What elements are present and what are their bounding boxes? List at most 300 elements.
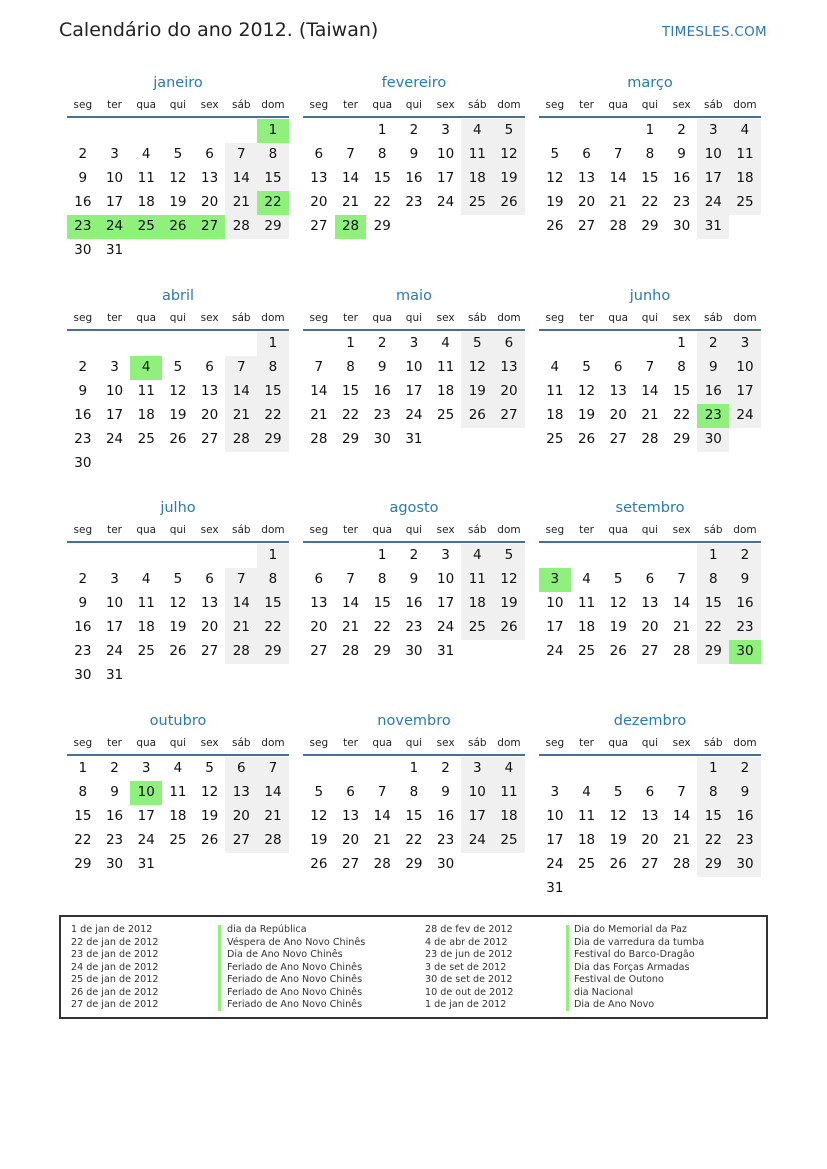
weekday-label: ter	[579, 524, 594, 536]
weekday-label: ter	[107, 312, 122, 324]
day-cell: 17	[546, 832, 564, 848]
day-cell: 11	[461, 143, 493, 167]
legend-names-col-2	[574, 924, 704, 1012]
weekday-label: sáb	[703, 312, 723, 324]
empty-cell	[539, 757, 571, 781]
weekday-label: sex	[200, 524, 219, 536]
day-cell: 29	[257, 215, 289, 239]
day-cell: 17	[437, 595, 455, 611]
empty-cell	[225, 544, 257, 568]
legend-entry: Feriado de Ano Novo Chinês	[227, 999, 363, 1010]
day-cell: 29	[257, 640, 289, 664]
day-cell: 29	[74, 856, 92, 872]
day-cell: 17	[105, 619, 124, 635]
day-cell: 2	[377, 335, 387, 351]
day-cell: 26	[310, 856, 328, 872]
legend-entry: Feriado de Ano Novo Chinês	[227, 961, 363, 973]
day-cell: 3	[697, 119, 729, 143]
weekday-label: sex	[436, 312, 455, 324]
day-cell: 9	[409, 146, 419, 162]
day-cell: 4	[461, 119, 493, 143]
weekday-label: seg	[73, 99, 93, 111]
day-cell: 24	[437, 194, 455, 210]
day-cell: 2	[729, 544, 761, 568]
day-cell: 29	[697, 640, 729, 664]
weekday-label: qui	[641, 312, 659, 324]
weekday-label: seg	[309, 99, 329, 111]
month-outubro	[67, 708, 289, 877]
legend-entry: Festival do Barco-Dragão	[574, 949, 695, 960]
day-cell: 12	[493, 143, 525, 167]
day-cell: 3	[110, 146, 119, 162]
day-cell: 14	[341, 595, 360, 611]
day-cell: 11	[493, 781, 525, 805]
weekday-label: sáb	[467, 524, 487, 536]
empty-cell	[225, 119, 257, 143]
legend-names-col-1	[227, 924, 365, 1012]
day-cell: 6	[346, 784, 355, 800]
day-cell: 31	[105, 667, 124, 683]
day-cell: 28	[225, 215, 257, 239]
day-cell: 3	[441, 122, 450, 138]
weekday-label: seg	[309, 312, 329, 324]
day-cell: 25	[577, 856, 596, 872]
day-cell: 17	[461, 805, 493, 829]
day-grid	[539, 757, 761, 901]
empty-cell	[225, 332, 257, 356]
day-cell: 11	[729, 143, 761, 167]
day-cell: 20	[641, 619, 659, 635]
holiday-day-cell: 23	[697, 404, 729, 428]
empty-cell	[162, 544, 194, 568]
weekday-header	[303, 96, 525, 118]
day-cell: 18	[461, 592, 493, 616]
day-cell: 7	[225, 356, 257, 380]
weekday-label: seg	[309, 524, 329, 536]
day-cell: 23	[673, 194, 691, 210]
day-cell: 17	[137, 808, 155, 824]
weekday-label: sáb	[231, 99, 251, 111]
day-cell: 5	[314, 784, 324, 800]
day-cell: 4	[550, 359, 560, 375]
day-cell: 10	[461, 781, 493, 805]
day-cell: 20	[201, 194, 219, 210]
day-cell: 27	[609, 431, 627, 447]
empty-cell	[99, 544, 131, 568]
day-cell: 14	[609, 170, 627, 186]
empty-cell	[539, 332, 571, 356]
day-cell: 12	[169, 595, 187, 611]
empty-cell	[303, 757, 335, 781]
day-cell: 30	[729, 853, 761, 877]
day-cell: 18	[493, 805, 525, 829]
weekday-label: ter	[579, 312, 594, 324]
weekday-label: seg	[73, 312, 93, 324]
weekday-label: seg	[309, 737, 329, 749]
weekday-header	[67, 521, 289, 543]
day-cell: 19	[493, 592, 525, 616]
day-cell: 25	[461, 616, 493, 640]
day-cell: 9	[729, 568, 761, 592]
weekday-label: dom	[261, 312, 285, 324]
day-cell: 24	[137, 832, 155, 848]
weekday-header	[303, 521, 525, 543]
empty-cell	[130, 544, 162, 568]
day-cell: 15	[697, 805, 729, 829]
day-cell: 10	[437, 146, 455, 162]
day-cell: 18	[577, 619, 596, 635]
day-cell: 8	[697, 568, 729, 592]
day-cell: 5	[613, 571, 623, 587]
day-cell: 5	[205, 760, 214, 776]
empty-cell	[602, 332, 634, 356]
weekday-label: sáb	[231, 524, 251, 536]
day-cell: 16	[74, 407, 92, 423]
month-fevereiro	[303, 70, 525, 239]
page-title: Calendário do ano 2012. (Taiwan)	[59, 19, 379, 41]
day-cell: 5	[461, 332, 493, 356]
day-cell: 16	[729, 805, 761, 829]
legend-entry: 30 de set de 2012	[425, 974, 513, 985]
weekday-label: seg	[545, 737, 565, 749]
day-cell: 2	[729, 757, 761, 781]
empty-cell	[67, 119, 99, 143]
day-cell: 3	[461, 757, 493, 781]
day-cell: 6	[645, 571, 655, 587]
empty-cell	[634, 332, 666, 356]
day-cell: 8	[645, 146, 655, 162]
day-cell: 28	[641, 431, 659, 447]
weekday-header	[67, 96, 289, 118]
day-cell: 25	[137, 643, 155, 659]
day-cell: 15	[341, 383, 360, 399]
day-cell: 4	[173, 760, 183, 776]
day-cell: 1	[409, 760, 419, 776]
empty-cell	[162, 332, 194, 356]
holiday-day-cell: 10	[130, 781, 162, 805]
day-grid	[539, 544, 761, 664]
day-cell: 22	[373, 619, 391, 635]
day-cell: 3	[141, 760, 151, 776]
empty-cell	[303, 119, 335, 143]
day-cell: 4	[141, 146, 151, 162]
day-cell: 15	[405, 808, 423, 824]
day-cell: 15	[373, 170, 391, 186]
legend-entry: Festival de Outono	[574, 974, 664, 985]
day-cell: 27	[225, 829, 257, 853]
day-cell: 30	[74, 242, 92, 258]
day-cell: 8	[697, 781, 729, 805]
day-cell: 16	[673, 170, 691, 186]
day-cell: 26	[609, 856, 627, 872]
day-cell: 25	[461, 191, 493, 215]
day-cell: 21	[341, 194, 360, 210]
day-cell: 24	[105, 431, 124, 447]
legend-entry: 23 de jan de 2012	[71, 949, 159, 960]
day-cell: 9	[441, 784, 450, 800]
weekday-label: qua	[608, 737, 629, 749]
day-cell: 29	[341, 431, 360, 447]
day-cell: 27	[201, 643, 219, 659]
legend-dates-col-1	[71, 924, 158, 1012]
empty-cell	[99, 332, 131, 356]
month-name: dezembro	[613, 713, 687, 729]
weekday-label: sex	[672, 737, 691, 749]
day-cell: 20	[201, 619, 219, 635]
month-name: abril	[161, 288, 195, 304]
day-cell: 21	[257, 805, 289, 829]
weekday-label: dom	[497, 312, 521, 324]
day-cell: 15	[257, 380, 289, 404]
empty-cell	[666, 757, 698, 781]
weekday-label: qua	[136, 312, 157, 324]
day-cell: 22	[641, 194, 659, 210]
legend-entry: Dia das Forças Armadas	[574, 961, 690, 973]
day-cell: 6	[314, 571, 324, 587]
empty-cell	[130, 119, 162, 143]
day-cell: 15	[257, 167, 289, 191]
weekday-label: qui	[405, 312, 423, 324]
day-cell: 11	[137, 595, 155, 611]
day-cell: 9	[409, 571, 419, 587]
day-cell: 10	[546, 595, 564, 611]
month-junho	[539, 283, 761, 452]
weekday-label: qua	[372, 99, 393, 111]
legend-entry: Feriado de Ano Novo Chinês	[227, 986, 363, 998]
weekday-label: dom	[733, 99, 757, 111]
day-cell: 23	[729, 616, 761, 640]
day-cell: 27	[341, 856, 360, 872]
day-grid	[303, 757, 525, 877]
weekday-label: sex	[672, 524, 691, 536]
day-cell: 15	[257, 592, 289, 616]
weekday-label: ter	[343, 737, 358, 749]
day-cell: 26	[461, 404, 493, 428]
day-cell: 13	[577, 170, 596, 186]
weekday-label: dom	[261, 524, 285, 536]
day-cell: 21	[373, 832, 391, 848]
month-setembro	[539, 495, 761, 664]
month-novembro	[303, 708, 525, 877]
day-cell: 10	[405, 359, 423, 375]
day-cell: 18	[546, 407, 564, 423]
month-agosto	[303, 495, 525, 664]
day-cell: 16	[373, 383, 391, 399]
day-cell: 25	[577, 643, 596, 659]
day-grid	[67, 119, 289, 263]
day-cell: 20	[310, 619, 328, 635]
month-julho	[67, 495, 289, 688]
day-cell: 26	[169, 431, 187, 447]
day-cell: 1	[257, 332, 289, 356]
day-cell: 28	[373, 856, 391, 872]
weekday-header	[67, 734, 289, 756]
day-cell: 8	[677, 359, 686, 375]
day-cell: 2	[78, 359, 88, 375]
day-cell: 22	[697, 616, 729, 640]
holiday-day-cell: 1	[257, 119, 289, 143]
day-cell: 7	[346, 571, 355, 587]
day-cell: 6	[205, 359, 214, 375]
empty-cell	[571, 119, 603, 143]
day-cell: 12	[546, 170, 564, 186]
day-cell: 14	[225, 380, 257, 404]
day-cell: 3	[110, 359, 119, 375]
site-link[interactable]: TIMESLES.COM	[661, 24, 767, 40]
weekday-label: qui	[405, 524, 423, 536]
day-cell: 5	[582, 359, 591, 375]
weekday-label: sex	[672, 99, 691, 111]
holiday-day-cell: 28	[335, 215, 367, 239]
holiday-day-cell: 3	[539, 568, 571, 592]
day-cell: 2	[677, 122, 686, 138]
empty-cell	[335, 119, 367, 143]
day-cell: 22	[257, 616, 289, 640]
day-grid	[539, 332, 761, 452]
day-cell: 30	[673, 218, 691, 234]
day-cell: 5	[173, 359, 183, 375]
legend-entry: Feriado de Ano Novo Chinês	[227, 974, 363, 985]
day-cell: 20	[225, 805, 257, 829]
day-cell: 8	[257, 568, 289, 592]
legend-marker	[218, 925, 221, 1011]
weekday-label: seg	[545, 312, 565, 324]
holiday-day-cell: 24	[99, 215, 131, 239]
day-cell: 22	[673, 407, 691, 423]
day-cell: 28	[341, 643, 360, 659]
day-cell: 4	[493, 757, 525, 781]
day-cell: 13	[201, 595, 219, 611]
day-cell: 8	[257, 143, 289, 167]
weekday-label: ter	[343, 312, 358, 324]
weekday-label: qui	[169, 312, 187, 324]
day-cell: 16	[697, 380, 729, 404]
day-cell: 24	[105, 643, 124, 659]
day-cell: 14	[225, 167, 257, 191]
day-cell: 1	[697, 757, 729, 781]
day-cell: 18	[137, 194, 155, 210]
day-cell: 12	[577, 383, 596, 399]
day-cell: 25	[729, 191, 761, 215]
weekday-label: qui	[641, 99, 659, 111]
day-cell: 3	[729, 332, 761, 356]
day-cell: 5	[550, 146, 560, 162]
weekday-label: qui	[641, 524, 659, 536]
day-cell: 14	[225, 592, 257, 616]
weekday-label: dom	[733, 524, 757, 536]
weekday-label: sáb	[231, 737, 251, 749]
day-cell: 17	[697, 167, 729, 191]
weekday-label: qua	[608, 99, 629, 111]
day-cell: 8	[377, 571, 387, 587]
day-cell: 31	[137, 856, 155, 872]
day-cell: 23	[74, 431, 92, 447]
day-cell: 21	[310, 407, 328, 423]
day-cell: 4	[582, 784, 591, 800]
day-cell: 29	[373, 218, 391, 234]
weekday-label: sáb	[467, 99, 487, 111]
day-cell: 1	[377, 547, 387, 563]
day-cell: 19	[546, 194, 564, 210]
day-cell: 10	[105, 595, 124, 611]
day-cell: 12	[201, 784, 219, 800]
day-cell: 25	[493, 829, 525, 853]
legend-entry: 1 de jan de 2012	[425, 999, 507, 1010]
weekday-label: dom	[733, 737, 757, 749]
month-name: março	[627, 75, 673, 91]
day-cell: 7	[346, 146, 355, 162]
day-cell: 26	[201, 832, 219, 848]
weekday-label: qua	[608, 524, 629, 536]
day-cell: 27	[641, 856, 659, 872]
day-cell: 11	[577, 595, 596, 611]
weekday-label: dom	[497, 737, 521, 749]
weekday-header	[303, 734, 525, 756]
day-cell: 14	[673, 808, 691, 824]
day-cell: 19	[609, 619, 627, 635]
day-cell: 7	[377, 784, 387, 800]
day-cell: 13	[493, 356, 525, 380]
day-cell: 16	[74, 194, 92, 210]
empty-cell	[366, 757, 398, 781]
day-cell: 19	[609, 832, 627, 848]
day-cell: 21	[341, 619, 360, 635]
weekday-label: sex	[436, 524, 455, 536]
weekday-label: qui	[405, 99, 423, 111]
day-cell: 5	[613, 784, 623, 800]
day-cell: 7	[314, 359, 324, 375]
holiday-day-cell: 23	[67, 215, 99, 239]
day-cell: 8	[257, 356, 289, 380]
weekday-label: ter	[579, 737, 594, 749]
day-cell: 20	[577, 194, 596, 210]
day-cell: 2	[697, 332, 729, 356]
weekday-label: dom	[733, 312, 757, 324]
day-cell: 17	[405, 383, 423, 399]
day-cell: 7	[677, 784, 686, 800]
day-cell: 21	[673, 832, 691, 848]
day-grid	[67, 332, 289, 476]
month-abril	[67, 283, 289, 476]
legend-entry: 10 de out de 2012	[425, 986, 514, 998]
day-cell: 16	[405, 170, 423, 186]
day-cell: 3	[110, 571, 119, 587]
empty-cell	[571, 332, 603, 356]
day-cell: 4	[582, 571, 591, 587]
day-grid	[303, 544, 525, 664]
day-cell: 30	[373, 431, 391, 447]
weekday-header	[539, 309, 761, 331]
month-name: fevereiro	[381, 75, 447, 91]
weekday-label: sex	[200, 99, 219, 111]
day-cell: 23	[405, 194, 423, 210]
day-cell: 23	[373, 407, 391, 423]
day-cell: 24	[437, 619, 455, 635]
empty-cell	[303, 332, 335, 356]
day-cell: 8	[409, 784, 419, 800]
day-cell: 29	[373, 643, 391, 659]
day-cell: 12	[609, 595, 627, 611]
day-cell: 28	[257, 829, 289, 853]
day-cell: 2	[441, 760, 450, 776]
empty-cell	[602, 119, 634, 143]
legend-entry: 3 de set de 2012	[425, 961, 507, 973]
weekday-label: qui	[169, 99, 187, 111]
day-cell: 1	[645, 122, 655, 138]
legend-entry: 25 de jan de 2012	[71, 974, 159, 985]
day-cell: 6	[493, 332, 525, 356]
weekday-label: dom	[261, 737, 285, 749]
